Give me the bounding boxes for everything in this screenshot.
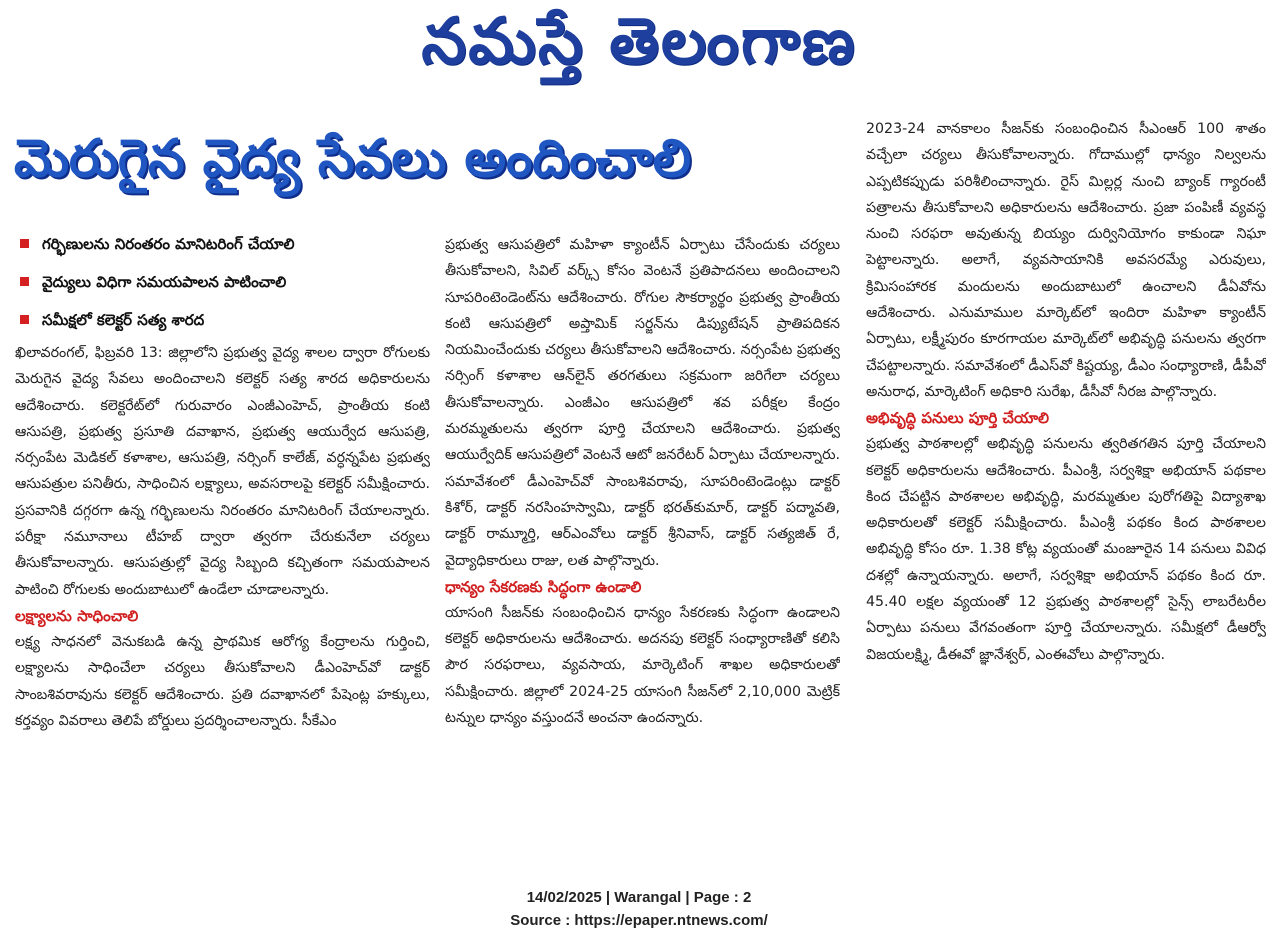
body-paragraph: ప్రభుత్వ పాఠశాలల్లో అభివృద్ధి పనులను త్వరితగతిన పూర్తి చేయాలని కలెక్టర్ అధికారులను ఆదేశించారు. పీఎంశ్రీ, సర్వశిక్షా అభియాన్ పథకాల కింద చేపట్టిన పాఠశాలల అభివృద్ధి, మరమ్మతుల పురోగతిపై విద్యాశాఖ అధికారులతో కలెక్టర్ సమీక్షించారు. పీఎంశ్రీ పథకం కింద పాఠశాలల అభివృద్ధి కోసం రూ. 1.38 కోట్ల వ్యయంతో మంజూరైన 14 పనులు వివిధ దశల్లో ఉన్నాయన్నారు. అలాగే, సర్వశిక్షా అభియాన్ పథకం కింద రూ. 45.40 లక్షల వ్యయంతో 12 ప్రభుత్వ పాఠశాలల్లో సైన్స్ లాబరేటరీల ఏర్పాటు పనులు వేగవంతంగా పూర్తి చేయాలన్నారు. సమీక్షలో డీఆర్వో విజయలక్ష్మి, డీఈవో జ్ఞానేశ్వర్, ఎంఈవోలు పాల్గొన్నారు. <box>866 436 1266 663</box>
subheading-grain-procurement: ధాన్యం సేకరణకు సిద్ధంగా ఉండాలి <box>445 577 642 596</box>
bullet-text: గర్భిణులను నిరంతరం మానిటరింగ్ చేయాలి <box>42 235 295 253</box>
body-paragraph: 2023-24 వానకాలం సీజన్‌కు సంబంధించిన సీఎంఆర్ 100 శాతం వచ్చేలా చర్యలు తీసుకోవాలన్నారు. గోదాముల్లో ధాన్యం నిల్వలను ఎప్పటికప్పుడు పరిశీలించాన్నారు. రైస్ మిల్లర్ల నుంచి బ్యాంక్ గ్యారంటీ పత్రాలను తీసుకోవాలని అధికారులను ఆదేశించారు. ప్రజా పంపిణీ వ్యవస్థ నుంచి సరఫరా అవుతున్న బియ్యం దుర్వినియోగం కాకుండా నిఘా పెట్టాలన్నారు. అలాగే, వ్యవసాయానికి అవసరమ్యే ఎరువులు, క్రిమిసంహారక మందులను అందుబాటులో ఉంచాలని డీఏవోను ఆదేశించారు. ఎనుమాముల మార్కెట్‌లో ఇందిరా మహిళా క్యాంటీన్ ఏర్పాటు, లక్ష్మీపురం కూరగాయల మార్కెట్‌లో అభివృద్ధి పనులను త్వరగా చేపట్టాలన్నారు. సమావేశంలో డీఎస్‌వో కిష్టయ్య, డీఎం సంధ్యారాణి, డీపీవో అనురాధ, మార్కెటింగ్ అధికారి సురేఖ, డీసీవో నీరజ పాల్గొన్నారు. <box>866 121 1266 400</box>
subheading-targets: లక్ష్యాలను సాధించాలి <box>15 606 139 625</box>
article-column-3 <box>866 116 1266 872</box>
highlight-bullets <box>20 232 430 346</box>
page-footer <box>0 886 1278 932</box>
bullet-item <box>20 270 430 308</box>
bullet-square-icon <box>20 277 29 286</box>
body-paragraph: లక్ష్య సాధనలో వెనుకబడి ఉన్న ప్రాథమిక ఆరోగ్య కేంద్రాలను గుర్తించి, లక్ష్యాలను సాధించేలా చర్యలు తీసుకోవాలని డీఎంహెచ్‌వో డాక్టర్ సాంబశివరావును కలెక్టర్ ఆదేశించారు. ప్రతి దవాఖానలో పేషెంట్ల హక్కులు, కర్తవ్యం వివరాలు తెలిపే బోర్డులు ప్రదర్శించాలన్నారు. సీకేఎం <box>15 633 430 729</box>
bullet-text: సమీక్షలో కలెక్టర్ సత్య శారద <box>42 311 205 329</box>
body-paragraph: ప్రభుత్వ ఆసుపత్రిలో మహిళా క్యాంటీన్ ఏర్పాటు చేసేందుకు చర్యలు తీసుకోవాలని, సివిల్ వర్క్స్ కోసం వెంటనే ప్రతిపాదనలు అందించాలని సూపరింటెండెంట్‌ను ఆదేశించారు. రోగుల సౌకర్యార్థం ప్రభుత్వ ప్రాంతీయ కంటి ఆసుపత్రిలో అప్తామిక్ సర్జన్‌ను డిప్యుటేషన్ ప్రాతిపదికన నియమించేందుకు చర్యలు తీసుకోవాలని ఆదేశించారు. నర్సంపేట ప్రభుత్వ నర్సింగ్ కళాశాల ఆన్‌లైన్ తరగతులు సక్రమంగా జరిగేలా చర్యలు తీసుకోవాలన్నారు. ఎంజీఎం ఆసుపత్రిలో శవ పరీక్షల కేంద్రం మరమ్మతులను త్వరగా పూర్తి చేయాలని ఆదేశించారు. ప్రభుత్వ ఆయుర్వేదిక్ ఆసుపత్రిలో వెంటనే ఆటో జనరేటర్ ఏర్పాటు చేయాలన్నారు. సమావేశంలో డీఎంహెచ్‌వో సాంబశివరావు, సూపరింటెండెంట్లు డాక్టర్ కిశోర్, డాక్టర్ నరసింహస్వామి, డాక్టర్ భరత్‌కుమార్, డాక్టర్ పద్మావతి, డాక్టర్ రామ్మూర్తి, ఆర్ఎంవోలు డాక్టర్ శ్రీనివాస్, డాక్టర్ సత్యజిత్ రే, వైద్యాధికారులు రాజు, లత పాల్గొన్నారు. <box>445 237 840 569</box>
article-headline: మెరుగైన వైద్య సేవలు అందించాలి <box>14 129 691 189</box>
body-paragraph: యాసంగి సీజన్‌కు సంబంధించిన ధాన్యం సేకరణకు సిద్ధంగా ఉండాలని కలెక్టర్ అధికారులను ఆదేశించారు. అదనపు కలెక్టర్ సంధ్యారాణితో కలిసి పౌర సరఫరాలు, వ్యవసాయ, మార్కెటింగ్ శాఖల అధికారులతో సమీక్షించారు. జిల్లాలో 2024-25 యాసంగి సీజన్‌లో 2,10,000 మెట్రిక్ టన్నుల ధాన్యం వస్తుందనే అంచనా ఉందన్నారు. <box>445 604 840 727</box>
bullet-square-icon <box>20 239 29 248</box>
source-link[interactable]: Source : https://epaper.ntnews.com/ <box>510 912 768 929</box>
subheading-development-works: అభివృద్ధి పనులు పూర్తి చేయాలి <box>866 409 1050 428</box>
bullet-text: వైద్యులు విధిగా సమయపాలన పాటించాలి <box>42 273 287 291</box>
bullet-square-icon <box>20 315 29 324</box>
bullet-item <box>20 232 430 270</box>
newspaper-masthead: నమస్తే తెలంగాణ <box>421 4 857 79</box>
body-paragraph: ఖిలావరంగల్, ఫిబ్రవరి 13: జిల్లాలోని ప్రభుత్వ వైద్య శాలల ద్వారా రోగులకు మెరుగైన వైద్య సేవలు అందించాలని కలెక్టర్ సత్య శారద అధికారులను ఆదేశించారు. కలెక్టరేట్‌లో గురువారం ఎంజీఎంహెచ్, ప్రాంతీయ కంటి ఆసుపత్రి, ప్రభుత్వ ప్రసూతి దవాఖాన, ప్రభుత్వ ఆయుర్వేద ఆసుపత్రి, నర్సంపేట మెడికల్ కళాశాల, ఆసుపత్రి, నర్సింగ్ కాలేజ్, వర్ధన్నపేట ప్రభుత్వ ఆసుపత్రుల పనితీరు, సాధించిన లక్ష్యాలు, అవసరాలపై కలెక్టర్ సమీక్షించారు. ప్రసవానికి దగ్గరగా ఉన్న గర్భిణులను నిరంతరం మానిటరింగ్ చేయాలన్నారు. పరీక్షా నమూనాలు టీహబ్ ద్వారా త్వరగా చేరుకునేలా చర్యలు తీసుకోవాలన్నారు. ఆసుపత్రుల్లో వైద్య సిబ్బంది కచ్చితంగా సమయపాలన పాటించి రోగులకు అందుబాటులో ఉండేలా చూడాలన్నారు. <box>15 345 430 598</box>
article-column-1 <box>15 340 430 880</box>
edition-info: 14/02/2025 | Warangal | Page : 2 <box>526 889 752 906</box>
article-column-2 <box>445 232 840 872</box>
